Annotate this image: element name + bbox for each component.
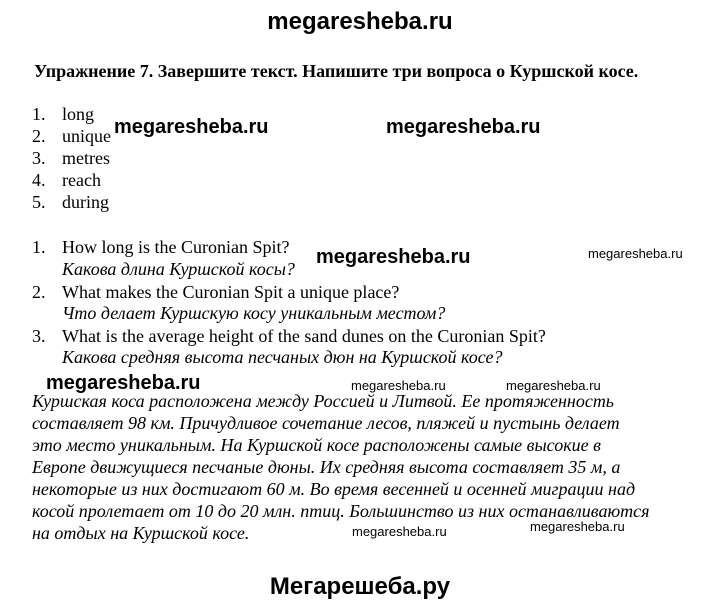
list-item-number: 5. [32, 192, 46, 212]
watermark-overlay: megaresheba.ru [352, 524, 447, 539]
watermark-overlay: megaresheba.ru [386, 116, 541, 138]
list-item-word: long [62, 104, 95, 124]
site-watermark-top: megaresheba.ru [267, 8, 453, 35]
question-english: What makes the Curonian Spit a unique place? [62, 282, 400, 302]
question-number: 1. [32, 237, 46, 257]
question-english: How long is the Curonian Spit? [62, 237, 290, 257]
question-russian: Какова длина Куршской косы? [62, 259, 295, 279]
question-number: 2. [32, 282, 46, 302]
list-item-number: 2. [32, 126, 46, 146]
watermark-overlay: megaresheba.ru [530, 519, 625, 534]
list-item-number: 3. [32, 148, 46, 168]
list-item-word: unique [62, 126, 111, 146]
exercise-heading: Упражнение 7. Завершите текст. Напишите три вопроса о Куршской косе. [34, 61, 639, 81]
watermark-overlay: megaresheba.ru [588, 246, 683, 261]
site-watermark-bottom: Мегарешеба.ру [269, 573, 451, 600]
list-item-number: 1. [32, 104, 46, 124]
watermark-overlay: megaresheba.ru [316, 246, 471, 268]
list-item-number: 4. [32, 170, 46, 190]
question-russian: Что делает Куршскую косу уникальным местом? [62, 303, 446, 323]
question-english: What is the average height of the sand dunes on the Curonian Spit? [62, 326, 546, 346]
question-number: 3. [32, 326, 46, 346]
watermark-overlay: megaresheba.ru [46, 372, 201, 394]
list-item-word: reach [62, 170, 101, 190]
paragraph-line: некоторые из них достигают 60 м. Во время весенней и осенней миграции над [32, 479, 636, 499]
paragraph-line: косой пролетает от 10 до 20 млн. птиц. Большинство из них останавливаются [32, 501, 650, 521]
paragraph-line: Куршская коса расположена между Россией и Литвой. Ее протяженность [32, 391, 615, 411]
watermark-overlay: megaresheba.ru [506, 378, 601, 393]
paragraph-line: составляет 98 км. Причудливое сочетание лесов, пляжей и пустынь делает [32, 413, 620, 433]
list-item-word: during [62, 192, 109, 212]
paragraph-line: на отдых на Куршской косе. [32, 523, 250, 543]
watermark-overlay: megaresheba.ru [351, 378, 446, 393]
list-item-word: metres [62, 148, 110, 168]
paragraph-line: Европе движущиеся песчаные дюны. Их средняя высота составляет 35 м, а [32, 457, 621, 477]
paragraph-line: это место уникальным. На Куршской косе расположены самые высокие в [32, 435, 601, 455]
question-russian: Какова средняя высота песчаных дюн на Куршской косе? [62, 347, 503, 367]
watermark-overlay: megaresheba.ru [114, 116, 269, 138]
